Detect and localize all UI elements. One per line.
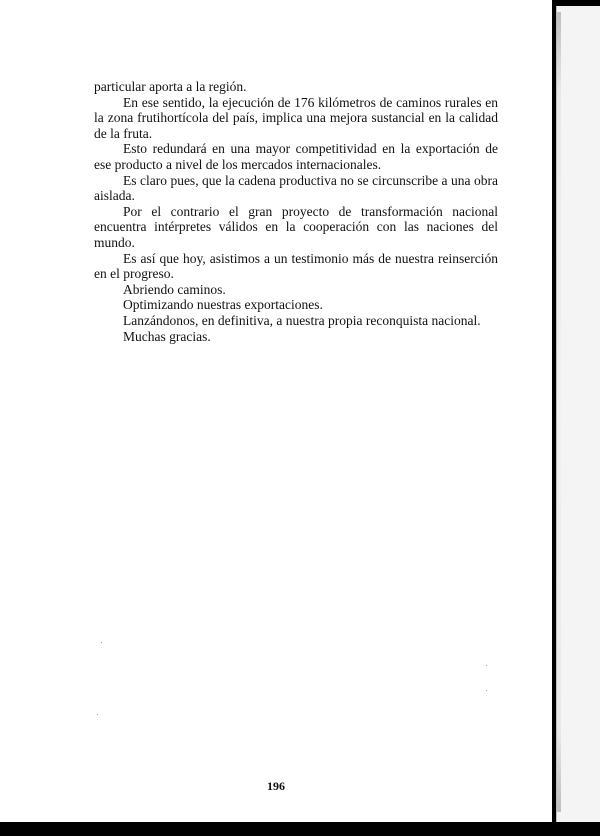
paragraph: Lanzándonos, en definitiva, a nuestra propia reconquista nacional. bbox=[123, 312, 481, 328]
paragraph: Optimizando nuestras exportaciones. bbox=[123, 297, 323, 313]
paragraph: Muchas gracias. bbox=[123, 328, 211, 344]
scan-speck bbox=[486, 665, 487, 666]
paragraph: En ese sentido, la ejecución de 176 kilómetros de caminos rurales en la zona frutihortícola del país, implica una mejora sustancial en la calidad de la fruta. bbox=[94, 94, 498, 141]
paragraph: Es así que hoy, asistimos a un testimonio más de nuestra reinserción en el progreso. bbox=[94, 250, 498, 282]
paragraph: Esto redundará en una mayor competitividad en la exportación de ese producto a nivel de los mercados internacionales. bbox=[94, 141, 498, 172]
paragraph: Es claro pues, que la cadena productiva no se circunscribe a una obra aislada. bbox=[94, 172, 498, 204]
scan-speck bbox=[97, 714, 98, 715]
paragraph: Por el contrario el gran proyecto de transformación nacional encuentra intérpretes válidos en la cooperación con las naciones del mundo. bbox=[94, 203, 498, 250]
scan-speck bbox=[101, 642, 102, 643]
scan-speck bbox=[486, 690, 487, 691]
paragraph-continuation: particular aporta a la región. bbox=[94, 79, 247, 94]
scan-bottom-edge bbox=[0, 822, 600, 836]
body-text bbox=[94, 79, 498, 344]
page-number: 196 bbox=[267, 779, 285, 793]
scan-edge-page bbox=[556, 6, 600, 828]
paragraph: Abriendo caminos. bbox=[123, 281, 226, 297]
